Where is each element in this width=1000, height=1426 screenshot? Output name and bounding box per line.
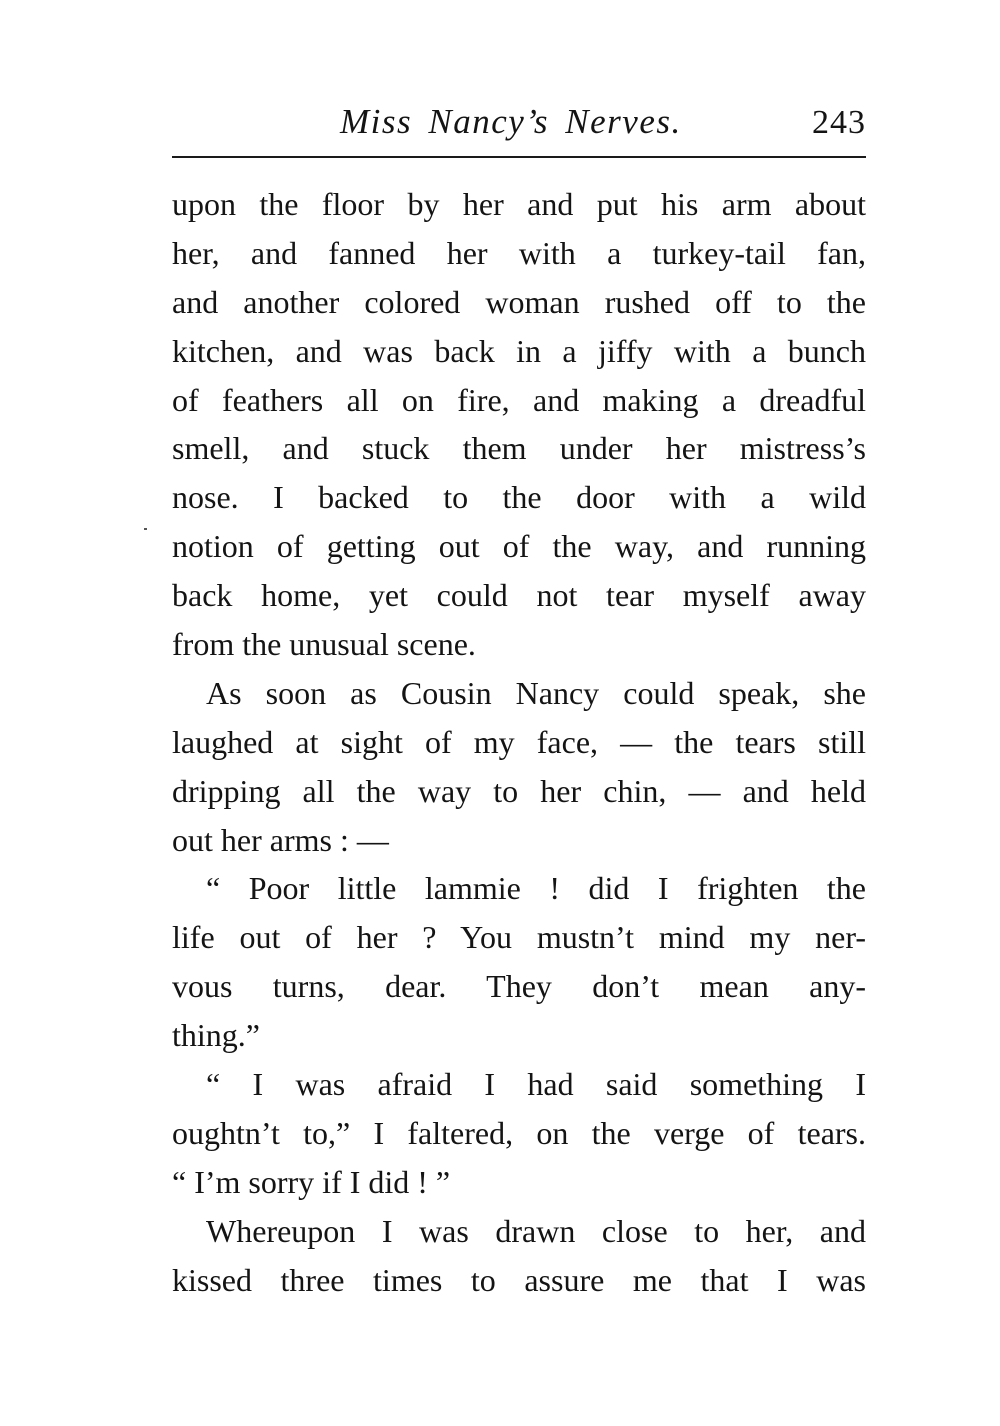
text-line: “ I’m sorry if I did ! ” bbox=[172, 1163, 451, 1200]
text-line: dripping all the way to her chin, — and held bbox=[172, 772, 866, 809]
text-line: oughtn’t to,” I faltered, on the verge of tears. bbox=[172, 1114, 866, 1151]
text-line: her, and fanned her with a turkey-tail fan, bbox=[172, 234, 866, 271]
text-line: from the unusual scene. bbox=[172, 626, 476, 663]
text-line: “ I was afraid I had said something I bbox=[206, 1066, 866, 1103]
text-line: back home, yet could not tear myself away bbox=[172, 577, 866, 614]
page-number: 243 bbox=[812, 104, 866, 141]
text-line: “ Poor little lammie ! did I frighten the bbox=[206, 870, 866, 907]
text-line: thing.” bbox=[172, 1017, 260, 1054]
page-header bbox=[172, 102, 866, 146]
text-line: out her arms : — bbox=[172, 821, 389, 858]
text-line: Whereupon I was drawn close to her, and bbox=[206, 1212, 866, 1249]
body-text bbox=[172, 180, 866, 1304]
text-line: vous turns, dear. They don’t mean any- bbox=[172, 968, 866, 1005]
margin-speck bbox=[144, 528, 147, 530]
text-line: smell, and stuck them under her mistress’s bbox=[172, 430, 866, 467]
text-line: and another colored woman rushed off to the bbox=[172, 283, 866, 320]
text-line: of feathers all on fire, and making a dreadful bbox=[172, 381, 866, 418]
text-line: kissed three times to assure me that I was bbox=[172, 1261, 866, 1298]
text-line: As soon as Cousin Nancy could speak, she bbox=[206, 674, 866, 711]
text-line: notion of getting out of the way, and running bbox=[172, 528, 866, 565]
header-rule bbox=[172, 156, 866, 158]
text-line: laughed at sight of my face, — the tears still bbox=[172, 723, 866, 760]
text-line: upon the floor by her and put his arm about bbox=[172, 186, 866, 222]
text-line: kitchen, and was back in a jiffy with a bunch bbox=[172, 332, 866, 369]
text-line: nose. I backed to the door with a wild bbox=[172, 479, 866, 516]
running-title: Miss Nancy’s Nerves. bbox=[340, 102, 682, 141]
text-line: life out of her ? You mustn’t mind my ner- bbox=[172, 919, 866, 956]
